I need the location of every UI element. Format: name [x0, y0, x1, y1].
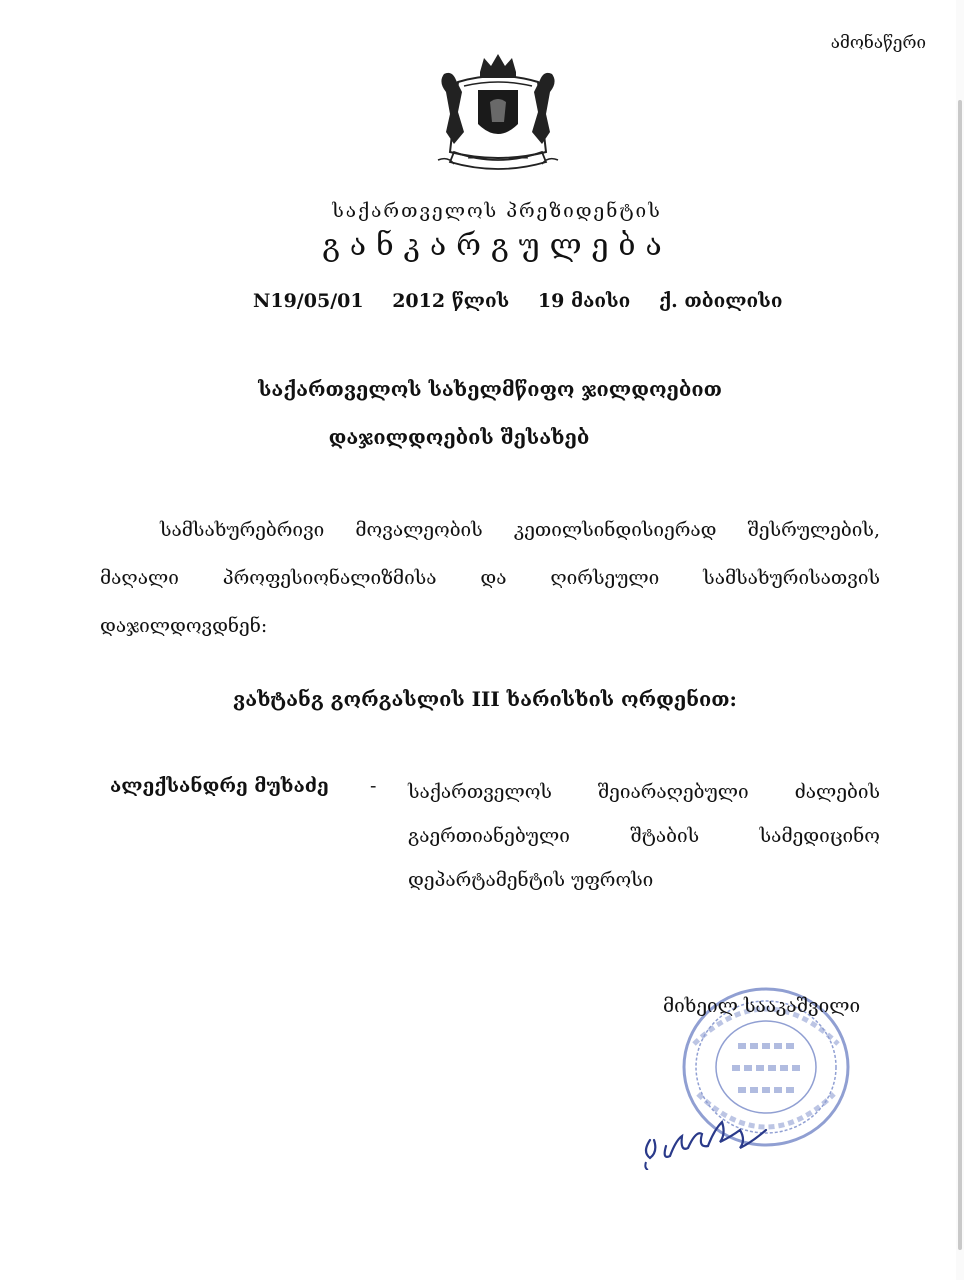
document-meta [253, 290, 804, 312]
position-line-1: საქართველოს შეიარაღებული ძალების [408, 781, 880, 803]
awardee-name: ალექსანდრე მუხაძე [110, 775, 329, 797]
document-type: განკარგულება [322, 228, 672, 263]
position-line-2: გაერთიანებული შტაბის სამედიცინო [408, 825, 880, 847]
body-line-1: სამსახურებრივი მოვალეობის კეთილსინდისიერად შესრულების, [160, 519, 880, 541]
document-day: 19 მაისი [537, 290, 631, 312]
copy-label: ამონაწერი [830, 33, 926, 53]
document-number: N19/05/01 [253, 290, 364, 312]
document-year: 2012 წლის [392, 290, 510, 312]
subject-line-1: საქართველოს სახელმწიფო ჯილდოებით [258, 377, 722, 401]
awardee-position [408, 770, 880, 902]
handwritten-signature-icon [636, 1100, 786, 1170]
subject-line-2: დაჯილდოების შესახებ [328, 425, 590, 449]
order-title: ვახტანგ გორგასლის III ხარისხის ორდენით: [233, 687, 737, 711]
body-line-2: მაღალი პროფესიონალიზმისა და ღირსეული სამსახურისათვის [100, 567, 880, 589]
body-paragraph [100, 506, 880, 650]
document-city: ქ. თბილისი [658, 290, 783, 312]
body-line-3: დაჯილდოვდნენ: [100, 615, 268, 637]
awardee-dash: - [370, 775, 377, 797]
coat-of-arms-icon [428, 52, 568, 174]
signer-name: მიხეილ სააკაშვილი [663, 995, 861, 1017]
document-issuer: საქართველოს პრეზიდენტის [332, 200, 662, 222]
scrollbar-thumb[interactable] [958, 100, 962, 1250]
position-line-3: დეპარტამენტის უფროსი [408, 869, 654, 891]
